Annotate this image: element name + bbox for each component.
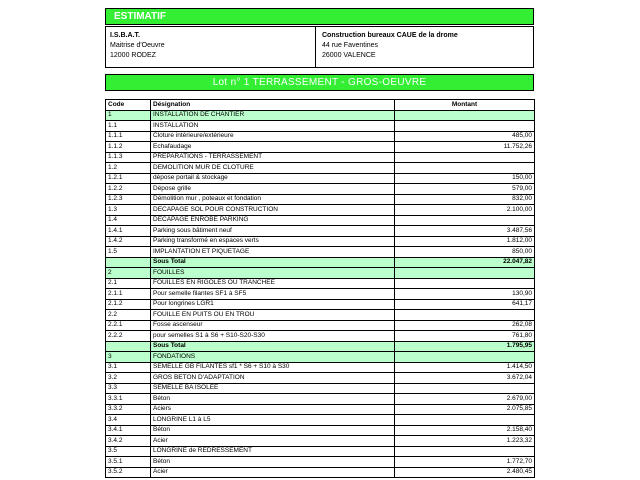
cell-designation: LONGRINE de REDRESSEMENT xyxy=(151,446,395,457)
cell-code: 3.4 xyxy=(106,415,151,426)
cell-montant: 2.075,85 xyxy=(395,404,535,415)
cell-designation: FONDATIONS xyxy=(151,352,395,363)
table-row xyxy=(106,404,535,415)
cell-designation: INSTALLATION DE CHANTIER xyxy=(151,110,395,121)
section-row xyxy=(106,110,535,121)
table-row xyxy=(106,457,535,468)
cell-designation: PREPARATIONS - TERRASSEMENT xyxy=(151,152,395,163)
cell-designation: SEMELLE BA ISOLEE xyxy=(151,383,395,394)
table-row xyxy=(106,184,535,195)
table-row xyxy=(106,415,535,426)
cell-designation: FOUILLE EN PUITS OU EN TROU xyxy=(151,310,395,321)
cell-code: 2.2.2 xyxy=(106,331,151,342)
section-row xyxy=(106,352,535,363)
table-row xyxy=(106,320,535,331)
table-row xyxy=(106,142,535,153)
cell-montant xyxy=(395,268,535,279)
cell-montant: 1.772,70 xyxy=(395,457,535,468)
cell-designation: DEMOLITION MUR DE CLOTURE xyxy=(151,163,395,174)
table-row xyxy=(106,247,535,258)
cell-code: 2 xyxy=(106,268,151,279)
section-row xyxy=(106,268,535,279)
cell-montant: 3.487,56 xyxy=(395,226,535,237)
table-row xyxy=(106,226,535,237)
cell-designation: SEMELLE GB FILANTES sf1 * S6 + S10 à S30 xyxy=(151,362,395,373)
table-row xyxy=(106,425,535,436)
cell-montant: 2.158,40 xyxy=(395,425,535,436)
table-header-row xyxy=(106,100,535,111)
cell-designation: Pour semelle filantes SF1 à SF5 xyxy=(151,289,395,300)
cell-montant: 3.672,04 xyxy=(395,373,535,384)
cell-code: 3.3.1 xyxy=(106,394,151,405)
cell-designation: DECAPAGE SOL POUR CONSTRUCTION xyxy=(151,205,395,216)
cell-montant xyxy=(395,310,535,321)
cell-designation: Dépose grille xyxy=(151,184,395,195)
cell-designation: Béton xyxy=(151,457,395,468)
table-row xyxy=(106,173,535,184)
cell-code: 1.2.3 xyxy=(106,194,151,205)
cell-code: 1.1.2 xyxy=(106,142,151,153)
contractor-address xyxy=(105,26,316,68)
table-row xyxy=(106,194,535,205)
cell-code: 3.4.2 xyxy=(106,436,151,447)
cell-code: 3.2 xyxy=(106,373,151,384)
table-body xyxy=(106,110,535,478)
cell-code: 3.4.1 xyxy=(106,425,151,436)
cell-code: 1 xyxy=(106,110,151,121)
project-name: Construction bureaux CAUE de la drome xyxy=(322,32,458,39)
cell-designation: Sous Total xyxy=(151,341,395,352)
column-header-montant: Montant xyxy=(395,100,535,111)
cell-designation: Sous Total xyxy=(151,257,395,268)
table-row xyxy=(106,299,535,310)
cell-montant: 1.812,00 xyxy=(395,236,535,247)
cell-designation: Acier xyxy=(151,436,395,447)
cell-code: 1.3 xyxy=(106,205,151,216)
cell-montant: 150,00 xyxy=(395,173,535,184)
cell-montant xyxy=(395,121,535,132)
cell-designation: Béton xyxy=(151,394,395,405)
table-row xyxy=(106,436,535,447)
cell-montant: 130,90 xyxy=(395,289,535,300)
cell-designation: FOUILLES xyxy=(151,268,395,279)
cell-code: 1.1 xyxy=(106,121,151,132)
table-row xyxy=(106,121,535,132)
cell-designation: dépose portail & stockage xyxy=(151,173,395,184)
table-row xyxy=(106,383,535,394)
project-city: 26000 VALENCE xyxy=(322,52,376,59)
cell-code xyxy=(106,257,151,268)
cell-code: 1.2 xyxy=(106,163,151,174)
cell-montant: 1.795,95 xyxy=(395,341,535,352)
cell-code: 2.1 xyxy=(106,278,151,289)
cell-montant: 579,00 xyxy=(395,184,535,195)
cell-code: 1.2.2 xyxy=(106,184,151,195)
cell-montant: 1.414,50 xyxy=(395,362,535,373)
cell-montant: 850,00 xyxy=(395,247,535,258)
cell-code: 2.1.1 xyxy=(106,289,151,300)
cell-designation: Cloture intérieure/extérieure xyxy=(151,131,395,142)
cell-code: 1.1.3 xyxy=(106,152,151,163)
table-row xyxy=(106,362,535,373)
cell-code: 3 xyxy=(106,352,151,363)
cell-montant xyxy=(395,152,535,163)
table-row xyxy=(106,205,535,216)
cell-designation: Parking transformé en espaces verts xyxy=(151,236,395,247)
cell-designation: FOUILLES EN RIGOLES OU TRANCHEE xyxy=(151,278,395,289)
cell-code: 3.1 xyxy=(106,362,151,373)
cell-montant: 2.679,00 xyxy=(395,394,535,405)
column-header-designation: Désignation xyxy=(151,100,395,111)
cell-montant: 485,00 xyxy=(395,131,535,142)
cell-code: 1.1.1 xyxy=(106,131,151,142)
subtotal-row xyxy=(106,257,535,268)
cell-designation: Echafaudage xyxy=(151,142,395,153)
cell-designation: LONGRINE L1 à L5 xyxy=(151,415,395,426)
page-title: ESTIMATIF xyxy=(105,8,534,25)
project-address xyxy=(316,26,534,68)
table-row xyxy=(106,236,535,247)
cell-code: 3.3.2 xyxy=(106,404,151,415)
cell-montant xyxy=(395,415,535,426)
cell-montant: 11.752,26 xyxy=(395,142,535,153)
cell-montant xyxy=(395,383,535,394)
cell-designation: Pour longrines LGR1 xyxy=(151,299,395,310)
contractor-city: 12000 RODEZ xyxy=(110,52,156,59)
cell-designation: Démolition mur , poteaux et fondation xyxy=(151,194,395,205)
cell-code: 1.5 xyxy=(106,247,151,258)
cell-designation: Acier xyxy=(151,467,395,478)
table-row xyxy=(106,289,535,300)
cell-code: 2.1.2 xyxy=(106,299,151,310)
cell-montant xyxy=(395,163,535,174)
cell-montant xyxy=(395,446,535,457)
cell-code: 2.2.1 xyxy=(106,320,151,331)
cell-montant: 2.100,00 xyxy=(395,205,535,216)
contractor-role: Maitrise d'Oeuvre xyxy=(110,42,165,49)
table-row xyxy=(106,163,535,174)
contractor-name: I.S.B.A.T. xyxy=(110,32,140,39)
cell-code xyxy=(106,341,151,352)
cell-montant: 832,00 xyxy=(395,194,535,205)
table-row xyxy=(106,152,535,163)
cell-designation: GROS BETON D'ADAPTATION xyxy=(151,373,395,384)
cell-code: 1.4 xyxy=(106,215,151,226)
table-row xyxy=(106,215,535,226)
cell-montant xyxy=(395,110,535,121)
table-row xyxy=(106,467,535,478)
table-row xyxy=(106,310,535,321)
table-row xyxy=(106,331,535,342)
estimate-table xyxy=(105,99,535,478)
cell-montant: 761,80 xyxy=(395,331,535,342)
cell-designation: Aciers xyxy=(151,404,395,415)
cell-montant: 2.480,45 xyxy=(395,467,535,478)
cell-designation: DECAPAGE ENROBE PARKING xyxy=(151,215,395,226)
cell-designation: pour semelles S1 à S6 + S10-S20-S30 xyxy=(151,331,395,342)
table-row xyxy=(106,394,535,405)
cell-montant: 641,17 xyxy=(395,299,535,310)
cell-code: 3.5.2 xyxy=(106,467,151,478)
subtotal-row xyxy=(106,341,535,352)
cell-montant: 22.047,82 xyxy=(395,257,535,268)
cell-designation: INSTALLATION xyxy=(151,121,395,132)
cell-code: 3.5.1 xyxy=(106,457,151,468)
cell-designation: Parking sous bâtiment neuf xyxy=(151,226,395,237)
cell-code: 2.2 xyxy=(106,310,151,321)
project-street: 44 rue Faventines xyxy=(322,42,379,49)
column-header-code: Code xyxy=(106,100,151,111)
cell-montant xyxy=(395,278,535,289)
cell-code: 3.3 xyxy=(106,383,151,394)
table-row xyxy=(106,278,535,289)
cell-designation: IMPLANTATION ET PIQUETAGE xyxy=(151,247,395,258)
cell-montant xyxy=(395,352,535,363)
cell-code: 1.2.1 xyxy=(106,173,151,184)
table-row xyxy=(106,446,535,457)
cell-montant: 262,08 xyxy=(395,320,535,331)
cell-designation: Béton xyxy=(151,425,395,436)
cell-code: 1.4.1 xyxy=(106,226,151,237)
cell-code: 3.5 xyxy=(106,446,151,457)
cell-designation: Fosse ascenseur xyxy=(151,320,395,331)
cell-montant xyxy=(395,215,535,226)
cell-code: 1.4.2 xyxy=(106,236,151,247)
table-row xyxy=(106,373,535,384)
table-row xyxy=(106,131,535,142)
lot-title: Lot n° 1 TERRASSEMENT - GROS-OEUVRE xyxy=(105,74,534,91)
cell-montant: 1.223,32 xyxy=(395,436,535,447)
